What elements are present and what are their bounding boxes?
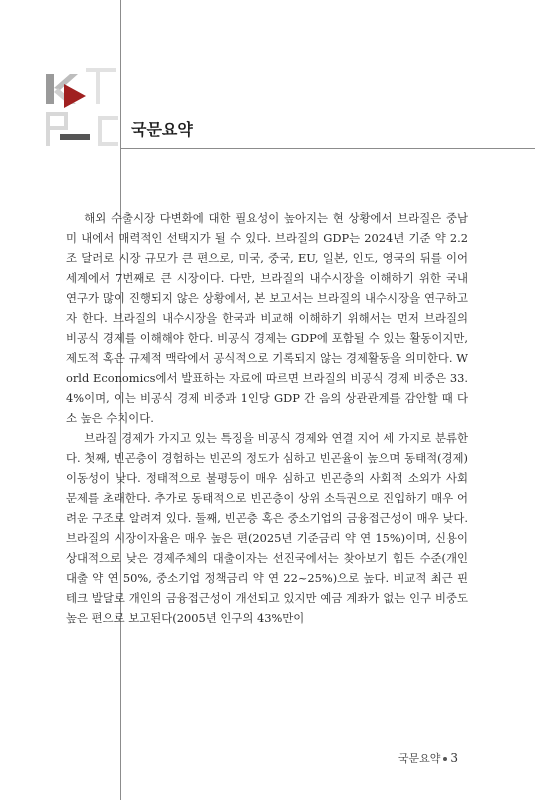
title-underline — [120, 148, 535, 149]
footer-label: 국문요약 — [397, 752, 441, 765]
bullet-icon — [443, 757, 447, 761]
section-title: 국문요약 — [131, 120, 193, 139]
paragraph: 브라질 경제가 가지고 있는 특징을 비공식 경제와 연결 지어 세 가지로 분류한다. 첫째, 빈곤층이 경험하는 빈곤의 정도가 심하고 빈곤율이 높으며 동태적(경제)이동성이 낮다. 정태적으로 불평등이 매우 심하고 빈곤층의 사회적 소외가 사회 문제를 초래한다. 추가로 동태적으로 빈곤층이 상위 소득권으로 진입하기 매우 어려운 구조로 알려져 있다. 둘째, 빈곤층 혹은 중소기업의 금융접근성이 매우 낮다. 브라질의 시장이자율은 매우 높은 편(2025년 기준금리 약 연 15%)이며, 신용이 상대적으로 낮은 경제주체의 대출이자는 선진국에서는 찾아보기 힘든 수준(개인대출 약 연 50%, 중소기업 정책금리 약 연 22~25%)으로 높다. 비교적 최근 핀테크 발달로 개인의 금융접근성이 개선되고 있지만 예금 계좌가 없는 인구 비중도 높은 편으로 보고된다(2005년 인구의 43%만이 — [66, 431, 468, 625]
page-number: 3 — [450, 751, 458, 765]
summary-body — [66, 208, 468, 628]
paragraph: 해외 수출시장 다변화에 대한 필요성이 높아지는 현 상황에서 브라질은 중남미 내에서 매력적인 선택지가 될 수 있다. 브라질의 GDP는 2024년 기준 약 2.2조 달러로 시장 규모가 큰 편으로, 미국, 중국, EU, 일본, 인도, 영국의 뒤를 이어 세계에서 7번째로 큰 시장이다. 다만, 브라질의 내수시장을 이해하기 위한 국내 연구가 많이 진행되지 않은 상황에서, 본 보고서는 브라질의 내수시장을 연구하고자 한다. 브라질의 내수시장을 한국과 비교해 이해하기 위해서는 먼저 브라질의 비공식 경제를 이해해야 한다. 비공식 경제는 GDP에 포함될 수 있는 활동이지만, 제도적 혹은 규제적 맥락에서 공식적으로 기록되지 않는 경제활동을 의미한다. World Economics에서 발표하는 자료에 따르면 브라질의 비공식 경제 비중은 33.4%이며, 이는 비공식 경제 비중과 1인당 GDP 간 음의 상관관계를 감안할 때 다소 높은 수치이다. — [66, 211, 468, 425]
kpi-logo — [40, 64, 130, 154]
page-footer — [398, 750, 458, 766]
